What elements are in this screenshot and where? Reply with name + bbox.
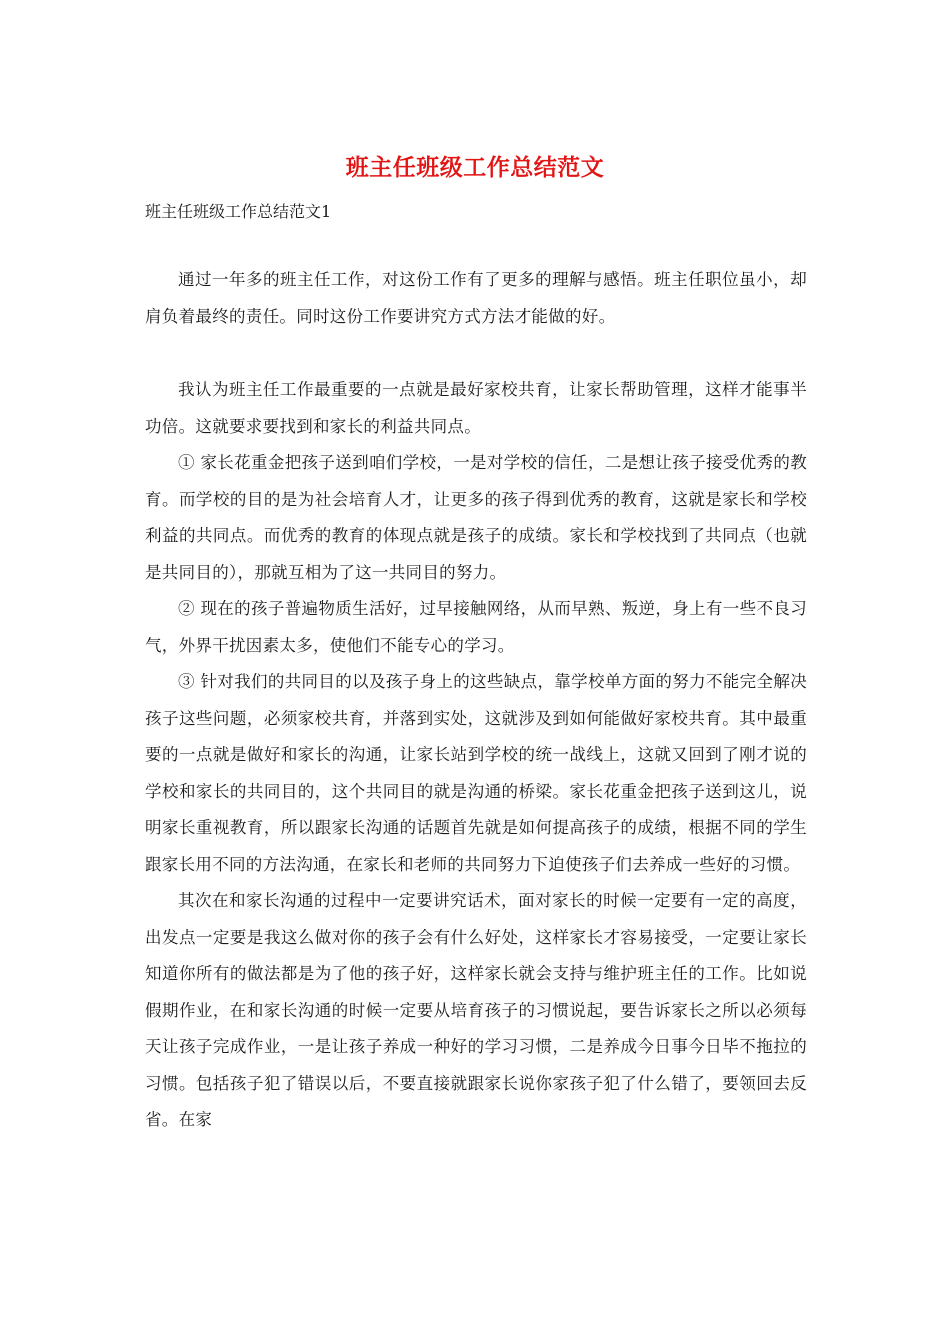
- paragraph-point-1: ① 家长花重金把孩子送到咱们学校，一是对学校的信任，二是想让孩子接受优秀的教育。而学校的目的是为社会培育人才，让更多的孩子得到优秀的教育，这就是家长和学校利益的共同点。而优秀的教育的体现点就是孩子的成绩。家长和学校找到了共同点（也就是共同目的），那就互相为了这一共同目的努力。: [145, 453, 807, 582]
- paragraph-point-2: ② 现在的孩子普遍物质生活好，过早接触网络，从而早熟、叛逆，身上有一些不良习气，外界干扰因素太多，使他们不能专心的学习。: [145, 599, 807, 655]
- document-title: 班主任班级工作总结范文: [345, 154, 605, 181]
- document-body: [145, 262, 807, 1139]
- paragraph-point-3: ③ 针对我们的共同目的以及孩子身上的这些缺点，靠学校单方面的努力不能完全解决孩子这些问题，必须家校共育，并落到实处，这就涉及到如何能做好家校共育。其中最重要的一点就是做好和家长的沟通，让家长站到学校的统一战线上，这就又回到了刚才说的学校和家长的共同目的，这个共同目的就是沟通的桥梁。家长花重金把孩子送到这儿，说明家长重视教育，所以跟家长沟通的话题首先就是如何提高孩子的成绩，根据不同的学生跟家长用不同的方法沟通，在家长和老师的共同努力下迫使孩子们去养成一些好的习惯。: [145, 672, 807, 874]
- paragraph-intro: 通过一年多的班主任工作，对这份工作有了更多的理解与感悟。班主任职位虽小，却肩负着最终的责任。同时这份工作要讲究方式方法才能做的好。: [145, 270, 807, 326]
- document-subtitle: 班主任班级工作总结范文1: [145, 202, 332, 221]
- paragraph-main-point: 我认为班主任工作最重要的一点就是最好家校共育，让家长帮助管理，这样才能事半功倍。这就要求要找到和家长的利益共同点。: [145, 380, 807, 436]
- paragraph-communication: 其次在和家长沟通的过程中一定要讲究话术，面对家长的时候一定要有一定的高度，出发点一定要是我这么做对你的孩子会有什么好处，这样家长才容易接受，一定要让家长知道你所有的做法都是为了他的孩子好，这样家长就会支持与维护班主任的工作。比如说假期作业，在和家长沟通的时候一定要从培育孩子的习惯说起，要告诉家长之所以必须每天让孩子完成作业，一是让孩子养成一种好的学习习惯，二是养成今日事今日毕不拖拉的习惯。包括孩子犯了错误以后，不要直接就跟家长说你家孩子犯了什么错了，要领回去反省。在家: [145, 891, 807, 1129]
